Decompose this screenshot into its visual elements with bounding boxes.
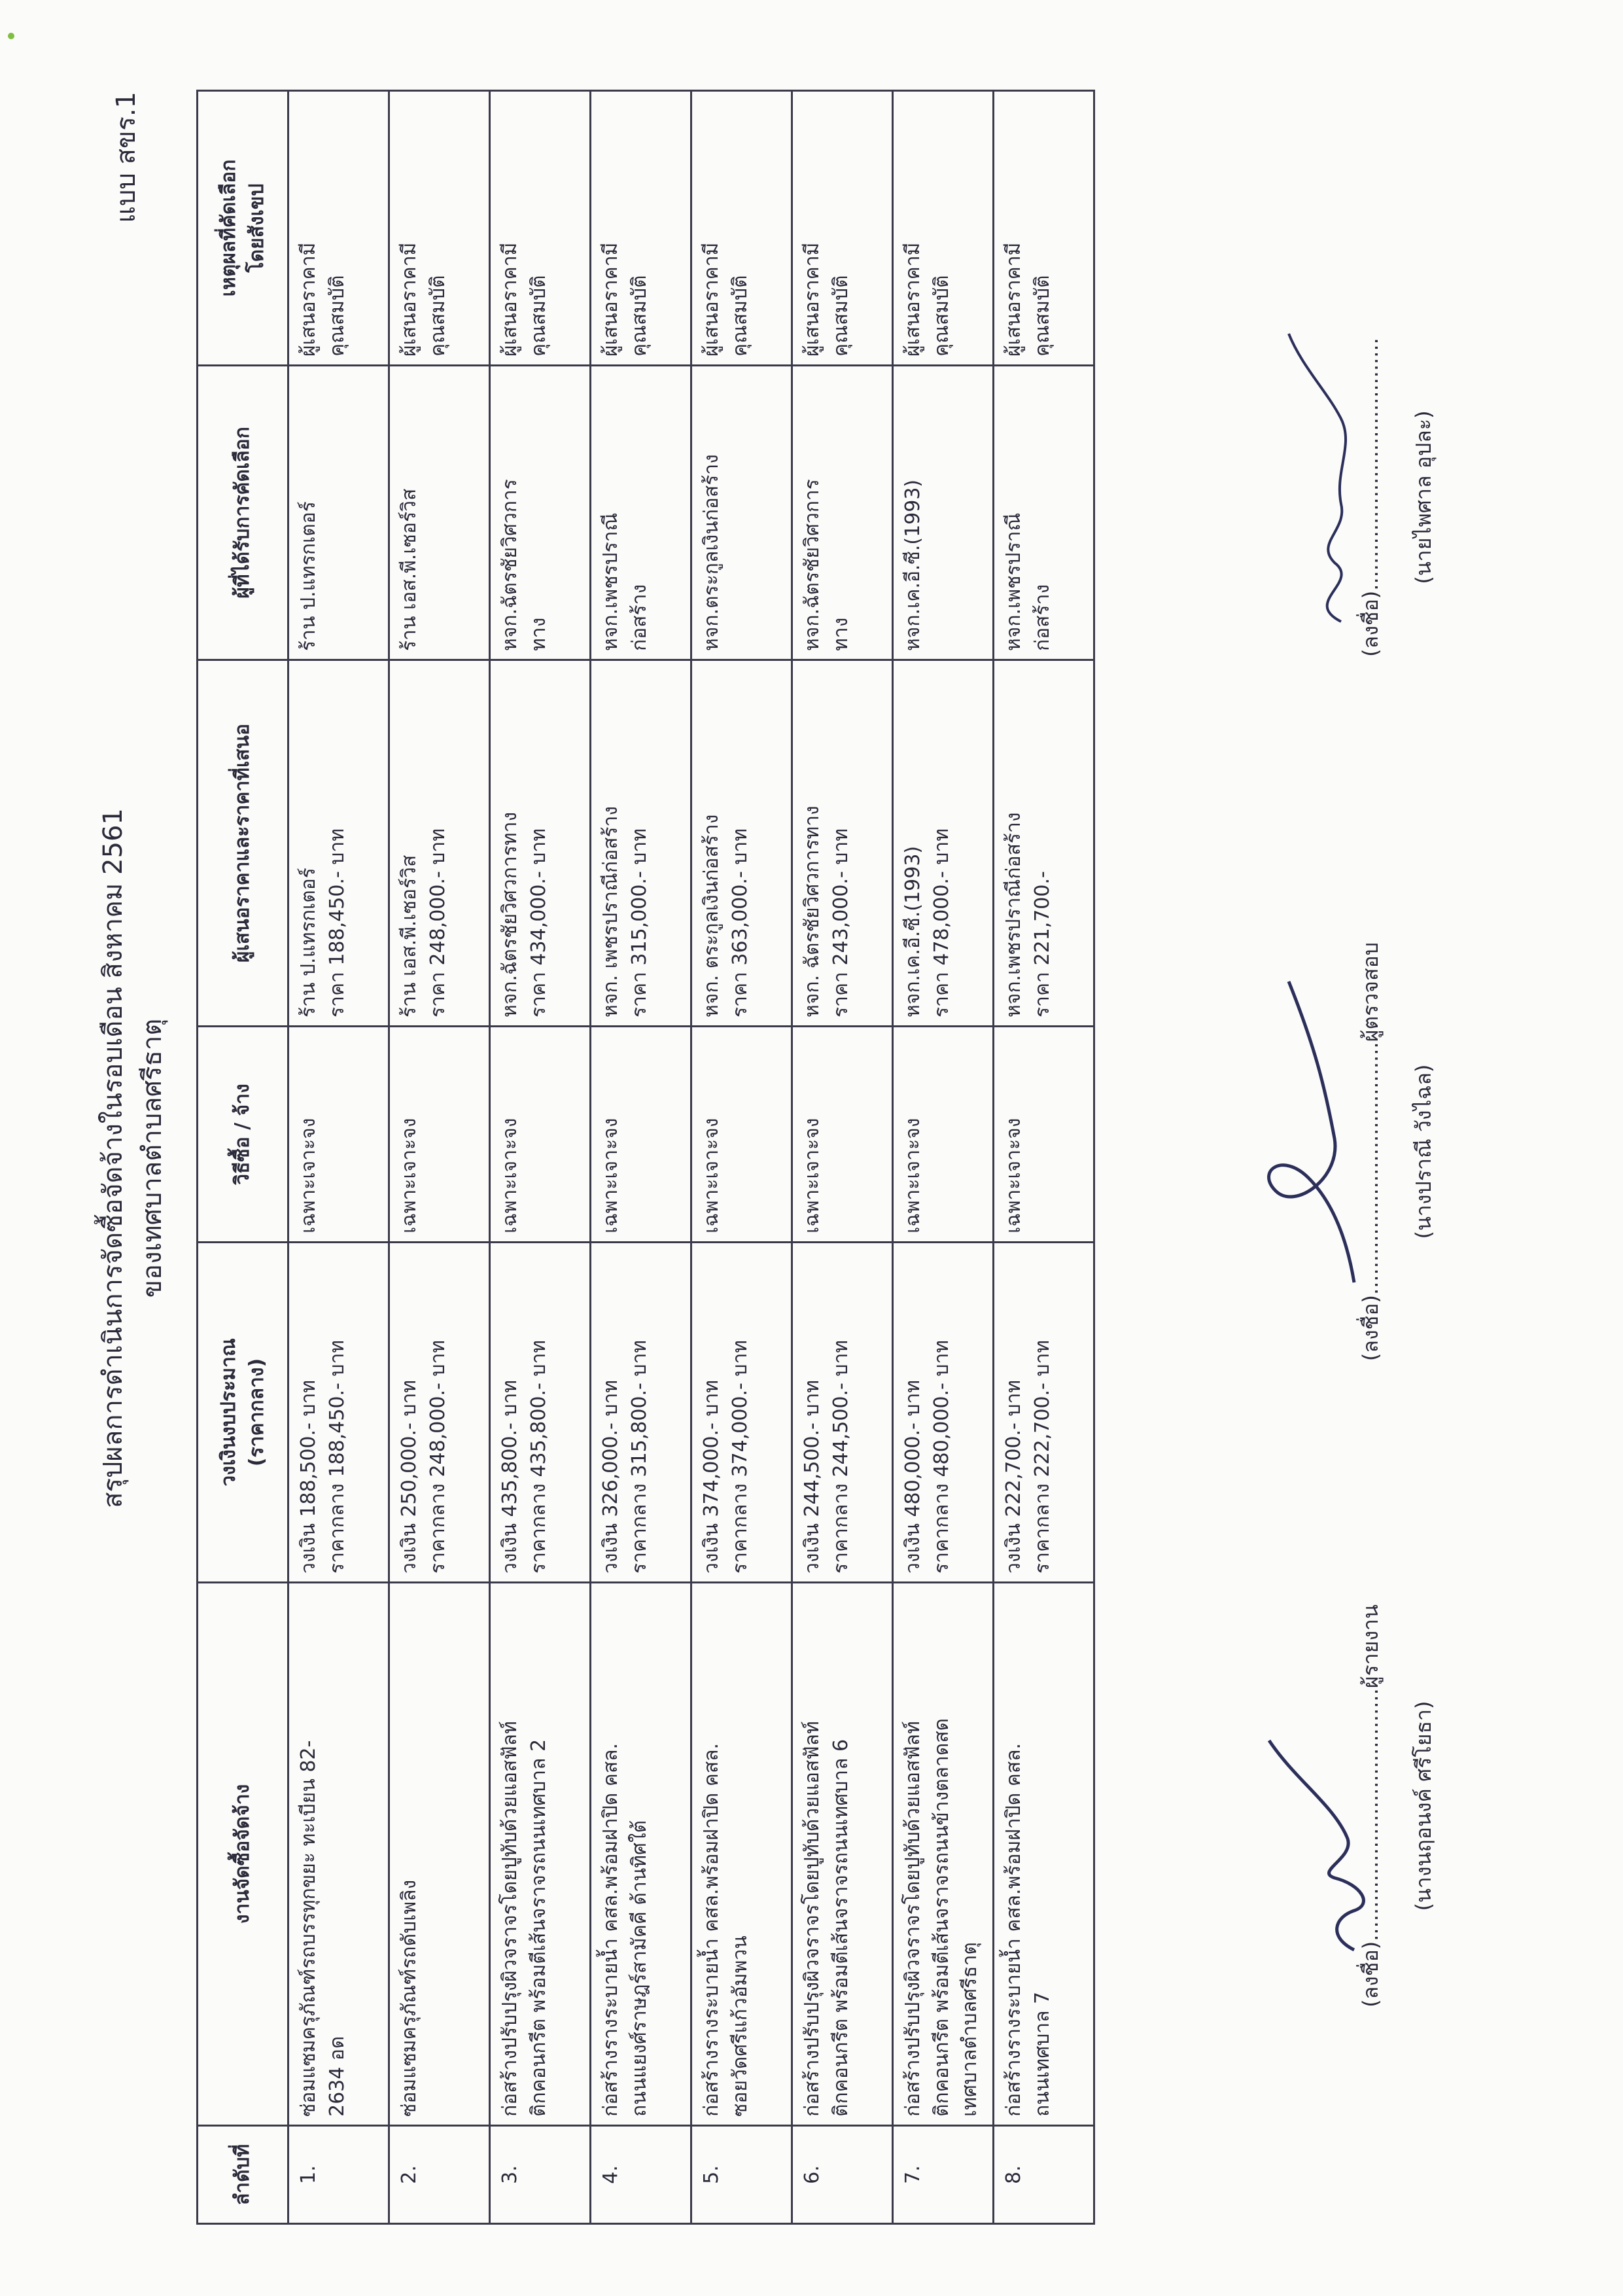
row-winner <box>792 366 893 660</box>
row-reason-line: คุณสมบัติ <box>930 275 953 357</box>
signature-inspector <box>1354 890 1440 1413</box>
row-bidder <box>591 660 691 1027</box>
row-item <box>389 1583 490 2126</box>
row-bidder-line: ราคา 478,000.- บาท <box>930 828 953 1017</box>
row-budget-line: ราคากลาง 435,800.- บาท <box>527 1339 550 1574</box>
row-budget-line: ราคากลาง 248,000.- บาท <box>426 1339 449 1574</box>
row-item <box>792 1583 893 2126</box>
row-budget-line: วงเงิน 435,800.- บาท <box>498 1379 521 1574</box>
row-item-line: ซ่อมแซมครุภัณฑ์รถดับเพลิง <box>398 1879 421 2117</box>
row-reason-line: ผู้เสนอราคามี <box>599 242 622 357</box>
signature-approver <box>1354 236 1440 759</box>
row-winner-line: หจก.ฉัตรชัยวิศวการ <box>801 479 824 651</box>
header-method: วิธีซื้อ / จ้าง <box>198 1027 288 1243</box>
row-bidder-line: ราคา 221,700.- <box>1030 871 1054 1017</box>
row-item-line: ติกคอนกรีต พร้อมตีเส้นจราจรถนนเทศบาล 2 <box>527 1739 550 2117</box>
row-item <box>288 1583 389 2126</box>
row-winner-line: หจก.เค.อี.ซี.(1993) <box>901 479 924 651</box>
row-bidder-line: ร้าน เอส.พี.เซอร์วิส <box>398 855 421 1017</box>
row-reason-line: คุณสมบัติ <box>527 275 550 357</box>
row-no: 4. <box>591 2126 691 2224</box>
header-bidders: ผู้เสนอราคาและราคาที่เสนอ <box>198 660 288 1027</box>
row-item-line: ก่อสร้างรางระบายน้ำ คสล.พร้อมฝาปิด คสล. <box>1002 1742 1025 2117</box>
row-winner <box>691 366 792 660</box>
row-reason-line: ผู้เสนอราคามี <box>398 242 421 357</box>
row-item-line: ก่อสร้างปรับปรุงผิวจราจรโดยปูทับด้วยแอสฟัลท์ <box>801 1721 824 2117</box>
row-budget-line: วงเงิน 244,500.- บาท <box>801 1379 824 1574</box>
row-no: 2. <box>389 2126 490 2224</box>
row-no: 3. <box>490 2126 591 2224</box>
row-budget-line: วงเงิน 250,000.- บาท <box>398 1379 421 1574</box>
row-budget <box>691 1243 792 1583</box>
row-item-line: ถนนเทศบาล 7 <box>1030 1991 1054 2117</box>
row-item <box>893 1583 994 2126</box>
row-no: 7. <box>893 2126 994 2224</box>
row-budget <box>490 1243 591 1583</box>
row-winner-line: ก่อสร้าง <box>627 584 651 651</box>
row-reason-line: ผู้เสนอราคามี <box>297 242 320 357</box>
row-winner <box>288 366 389 660</box>
row-no: 6. <box>792 2126 893 2224</box>
row-reason-line: ผู้เสนอราคามี <box>801 242 824 357</box>
row-budget-line: ราคากลาง 188,450.- บาท <box>325 1339 349 1574</box>
row-winner-line: ก่อสร้าง <box>1030 584 1054 651</box>
row-budget <box>893 1243 994 1583</box>
table-row <box>792 91 893 2224</box>
row-reason <box>691 91 792 366</box>
header-reason-line1: เหตุผลที่คัดเลือก <box>217 159 240 297</box>
row-bidder-line: หจก. เพชรปราณีก่อสร้าง <box>599 805 622 1017</box>
row-bidder-line: ราคา 434,000.- บาท <box>527 828 550 1017</box>
page-title: สรุปผลการดำเนินการจัดซื้อจัดจ้างในรอบเดือน สิงหาคม 2561 <box>98 808 128 1508</box>
row-method: เฉพาะเจาะจง <box>994 1027 1094 1243</box>
row-bidder-line: หจก. ฉัตรชัยวิศวการทาง <box>801 805 824 1017</box>
table-row <box>994 91 1094 2224</box>
row-bidder-line: หจก.เค.อี.ซี.(1993) <box>901 845 924 1017</box>
row-item-line: เทศบาลตำบลศรีธาตุ <box>958 1942 981 2117</box>
row-reason-line: คุณสมบัติ <box>627 275 651 357</box>
row-item-line: ก่อสร้างปรับปรุงผิวจราจรโดยปูทับด้วยแอสฟัลท์ <box>498 1721 521 2117</box>
signature-reporter <box>1354 1544 1440 2068</box>
row-reason-line: คุณสมบัติ <box>325 275 349 357</box>
row-budget-line: วงเงิน 374,000.- บาท <box>700 1379 723 1574</box>
row-bidder-line: ราคา 248,000.- บาท <box>426 828 449 1017</box>
row-item-line: ก่อสร้างรางระบายน้ำ คสล.พร้อมฝาปิด คสล. <box>700 1742 723 2117</box>
header-reason <box>198 91 288 366</box>
row-no: 1. <box>288 2126 389 2224</box>
row-winner-line: หจก.ตระกูลเงินก่อสร้าง <box>700 454 723 651</box>
row-winner <box>893 366 994 660</box>
green-ink-dot <box>8 33 14 39</box>
header-reason-line2: โดยสังเขป <box>245 183 268 273</box>
row-bidder-line: หจก.ฉัตรชัยวิศวการทาง <box>498 811 521 1017</box>
table-row <box>288 91 389 2224</box>
row-bidder-line: ราคา 315,000.- บาท <box>627 828 651 1017</box>
row-no: 5. <box>691 2126 792 2224</box>
row-reason-line: คุณสมบัติ <box>829 275 852 357</box>
row-bidder <box>288 660 389 1027</box>
row-method: เฉพาะเจาะจง <box>288 1027 389 1243</box>
table-row <box>591 91 691 2224</box>
row-winner-line: หจก.ฉัตรชัยวิศวการ <box>498 479 521 651</box>
table-row <box>490 91 591 2224</box>
row-winner <box>389 366 490 660</box>
row-budget <box>994 1243 1094 1583</box>
row-item-line: ติกคอนกรีต พร้อมตีเส้นจราจรถนนเทศบาล 6 <box>829 1739 852 2117</box>
row-winner <box>591 366 691 660</box>
row-item-line: ซอยวัดศรีแก้วอัมพวน <box>728 1935 752 2117</box>
form-code: แบบ สขร.1 <box>111 92 141 223</box>
row-budget-line: วงเงิน 222,700.- บาท <box>1002 1379 1025 1574</box>
table-row <box>389 91 490 2224</box>
header-budget-line1: วงเงินงบประมาณ <box>217 1338 240 1487</box>
header-item: งานจัดซื้อจัดจ้าง <box>198 1583 288 2126</box>
row-reason-line: ผู้เสนอราคามี <box>498 242 521 357</box>
row-item-line: ก่อสร้างรางระบายน้ำ คสล.พร้อมฝาปิด คสล. <box>599 1742 622 2117</box>
row-item <box>490 1583 591 2126</box>
table-row <box>893 91 994 2224</box>
header-winner: ผู้ที่ได้รับการคัดเลือก <box>198 366 288 660</box>
row-reason-line: คุณสมบัติ <box>426 275 449 357</box>
row-reason-line: ผู้เสนอราคามี <box>700 242 723 357</box>
row-method: เฉพาะเจาะจง <box>490 1027 591 1243</box>
row-item-line: ถนนแยงศ์ราษฎร์สามัคคี ด้านทิศใต้ <box>627 1820 651 2117</box>
row-item <box>994 1583 1094 2126</box>
row-budget <box>591 1243 691 1583</box>
row-item-line: ซ่อมแซมครุภัณฑ์รถบรรทุกขยะ ทะเบียน 82- <box>297 1740 320 2117</box>
row-method: เฉพาะเจาะจง <box>591 1027 691 1243</box>
row-method: เฉพาะเจาะจง <box>792 1027 893 1243</box>
row-method: เฉพาะเจาะจง <box>893 1027 994 1243</box>
row-budget <box>288 1243 389 1583</box>
row-bidder-line: หจก. ตระกูลเงินก่อสร้าง <box>700 814 723 1017</box>
row-budget-line: ราคากลาง 244,500.- บาท <box>829 1339 852 1574</box>
row-method: เฉพาะเจาะจง <box>389 1027 490 1243</box>
row-reason-line: ผู้เสนอราคามี <box>1002 242 1025 357</box>
row-reason-line: คุณสมบัติ <box>1030 275 1054 357</box>
summary-sheet <box>92 65 1531 2251</box>
signature-line: (ลงชื่อ)...................................... <box>1358 338 1383 657</box>
row-budget-line: วงเงิน 326,000.- บาท <box>599 1379 622 1574</box>
row-bidder-line: ราคา 188,450.- บาท <box>325 828 349 1017</box>
row-winner <box>994 366 1094 660</box>
row-bidder-line: ราคา 243,000.- บาท <box>829 828 852 1017</box>
row-item-line: ก่อสร้างปรับปรุงผิวจราจรโดยปูทับด้วยแอสฟัลท์ <box>901 1721 924 2117</box>
row-item-line: 2634 อด <box>325 2036 349 2117</box>
row-reason <box>490 91 591 366</box>
row-bidder <box>490 660 591 1027</box>
row-reason <box>591 91 691 366</box>
row-budget-line: ราคากลาง 480,000.- บาท <box>930 1339 953 1574</box>
row-bidder <box>389 660 490 1027</box>
row-bidder <box>792 660 893 1027</box>
header-budget <box>198 1243 288 1583</box>
row-budget <box>389 1243 490 1583</box>
row-budget-line: วงเงิน 480,000.- บาท <box>901 1379 924 1574</box>
row-winner-line: ทาง <box>527 617 550 651</box>
row-method: เฉพาะเจาะจง <box>691 1027 792 1243</box>
header-no: ลำดับที่ <box>198 2126 288 2224</box>
row-bidder-line: ร้าน ป.แทรกเตอร์ <box>297 868 320 1017</box>
page-subtitle: ของเทศบาลตำบลศรีธาตุ <box>137 1018 167 1298</box>
row-item <box>591 1583 691 2126</box>
row-winner-line: หจก.เพชรปราณี <box>599 512 622 651</box>
row-winner-line: ร้าน ป.แทรกเตอร์ <box>297 501 320 651</box>
signatory-name: (นายไพศาล อุปละ) <box>1411 410 1436 584</box>
signatory-name: (นางปราณี วังไฉล) <box>1411 1064 1436 1239</box>
row-budget-line: ราคากลาง 374,000.- บาท <box>728 1339 752 1574</box>
row-reason-line: ผู้เสนอราคามี <box>901 242 924 357</box>
signature-line: (ลงชื่อ)......................................ผู้ตรวจสอบ <box>1358 942 1383 1362</box>
header-budget-line2: (ราคากลาง) <box>245 1358 268 1467</box>
row-budget-line: ราคากลาง 315,800.- บาท <box>627 1339 651 1574</box>
row-winner <box>490 366 591 660</box>
row-budget <box>792 1243 893 1583</box>
table-row <box>691 91 792 2224</box>
signatory-name: (นางนฤอนงค์ ศรีโยธา) <box>1411 1701 1436 1911</box>
row-reason <box>994 91 1094 366</box>
row-reason <box>288 91 389 366</box>
row-budget-line: วงเงิน 188,500.- บาท <box>297 1379 320 1574</box>
signature-line: (ลงชื่อ)......................................ผู้รายงาน <box>1358 1604 1383 2007</box>
row-bidder <box>893 660 994 1027</box>
row-bidder <box>994 660 1094 1027</box>
row-item-line: ติกคอนกรีต พร้อมตีเส้นจราจรถนนข้างตลาดสด <box>930 1718 953 2117</box>
row-budget-line: ราคากลาง 222,700.- บาท <box>1030 1339 1054 1574</box>
row-reason <box>893 91 994 366</box>
row-reason <box>792 91 893 366</box>
row-no: 8. <box>994 2126 1094 2224</box>
row-winner-line: ร้าน เอส.พี.เซอร์วิส <box>398 488 421 651</box>
row-bidder <box>691 660 792 1027</box>
row-reason-line: คุณสมบัติ <box>728 275 752 357</box>
procurement-table <box>196 90 1095 2225</box>
row-winner-line: หจก.เพชรปราณี <box>1002 512 1025 651</box>
row-bidder-line: หจก.เพชรปราณีก่อสร้าง <box>1002 812 1025 1017</box>
row-reason <box>389 91 490 366</box>
row-winner-line: ทาง <box>829 617 852 651</box>
row-bidder-line: ราคา 363,000.- บาท <box>728 828 752 1017</box>
table-header-row <box>198 91 288 2224</box>
row-item <box>691 1583 792 2126</box>
